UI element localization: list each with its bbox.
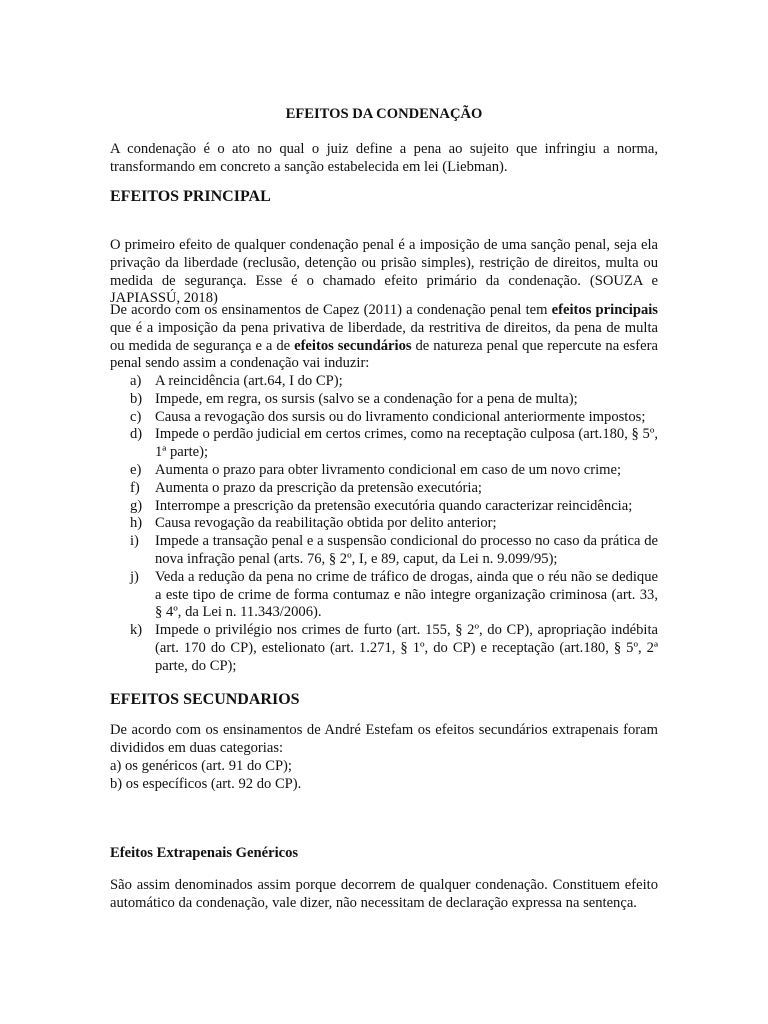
list-item-text: Aumenta o prazo para obter livramento condicional em caso de um novo crime; (155, 461, 622, 478)
list-marker: f) (130, 479, 140, 496)
list-marker: k) (130, 622, 143, 639)
capez-bold-principais: efeitos principais (551, 302, 658, 318)
categories-block (110, 758, 658, 794)
document-title: EFEITOS DA CONDENAÇÃO (285, 106, 483, 122)
list-marker: h) (130, 515, 143, 532)
list-marker: a) (130, 373, 142, 389)
list-item-text: Impede o perdão judicial em certos crimes, como na receptação culposa (art.180, § 5º, 1ª parte); (155, 426, 658, 461)
list-marker: b) (130, 390, 143, 407)
list-item (110, 498, 658, 516)
list-item-text: Impede a transação penal e a suspensão condicional do processo no caso da prática de nova infração penal (arts. 76, § 2º, I, e 89, caput, da Lei n. 9.099/95); (155, 533, 658, 567)
list-item-text: A reincidência (art.64, I do CP); (155, 373, 343, 389)
list-item (110, 462, 658, 480)
list-item (110, 569, 658, 622)
list-item-text: Impede, em regra, os sursis (salvo se a condenação for a pena de multa); (155, 390, 578, 407)
list-marker: d) (130, 426, 143, 443)
capez-bold-secundarios: efeitos secundários (294, 337, 412, 354)
list-item (110, 480, 658, 498)
paragraph-capez (110, 302, 658, 373)
category-specific: b) os específicos (art. 92 do CP). (110, 775, 302, 792)
list-marker: g) (130, 497, 143, 514)
list-item (110, 409, 658, 427)
list-item-text: Causa a revogação dos sursis ou do livramento condicional anteriormente impostos; (155, 408, 646, 425)
category-generic: a) os genéricos (art. 91 do CP); (110, 758, 292, 774)
list-item-text: Aumenta o prazo da prescrição da pretensão executória; (155, 479, 482, 496)
list-marker: j) (130, 568, 139, 585)
capez-text-2: que é a imposição da pena privativa de liberdade, da restritiva de direitos, da pena de multa ou medida de segurança e a de (110, 319, 658, 354)
list-marker: e) (130, 461, 142, 478)
list-item-text: Causa revogação da reabilitação obtida por delito anterior; (155, 515, 497, 532)
effects-list (110, 373, 658, 676)
list-marker: i) (130, 533, 139, 550)
paragraph-estefam: De acordo com os ensinamentos de André Estefam os efeitos secundários extrapenais foram divididos em duas categorias: (110, 722, 658, 756)
intro-paragraph: A condenação é o ato no qual o juiz define a pena ao sujeito que infringiu a norma, transformando em concreto a sanção estabelecida em lei (Liebman). (110, 141, 658, 175)
list-item-text: Interrompe a prescrição da pretensão executória quando caracterizar reincidência; (155, 497, 633, 514)
list-item (110, 515, 658, 533)
section-heading-principal: EFEITOS PRINCIPAL (110, 188, 271, 205)
list-marker: c) (130, 408, 142, 425)
list-item (110, 373, 658, 391)
capez-text-3: de natureza penal que repercute na esfera penal sendo assim a condenação vai induzir: (110, 337, 658, 372)
list-item (110, 391, 658, 409)
list-item (110, 622, 658, 675)
paragraph-primary-effect: O primeiro efeito de qualquer condenação penal é a imposição de uma sanção penal, seja ela privação da liberdade (reclusão, detenção ou prisão simples), restrição de direitos, multa ou medida de segurança. Esse é o chamado efeito primário da condenação. (SOUZA e JAPIASSÚ, 2018) (110, 237, 658, 307)
paragraph-generic-effects: São assim denominados assim porque decorrem de qualquer condenação. Constituem efeito automático da condenação, vale dizer, não necessitam de declaração expressa na sentença. (110, 877, 658, 911)
section-heading-secundarios: EFEITOS SECUNDARIOS (110, 691, 300, 708)
section-heading-generic: Efeitos Extrapenais Genéricos (110, 845, 299, 861)
list-item-text: Veda a redução da pena no crime de tráfico de drogas, ainda que o réu não se dedique a este tipo de crime de forma contumaz e não integre organização criminosa (art. 33, § 4º, da Lei n. 11.343/2006). (155, 568, 658, 621)
list-item-text: Impede o privilégio nos crimes de furto (art. 155, § 2º, do CP), apropriação indébita (art. 170 do CP), estelionato (art. 1.271, § 1º, do CP) e receptação (art.180, § 5º, 2ª parte, do CP); (155, 622, 658, 674)
capez-text-1: De acordo com os ensinamentos de Capez (2011) a condenação penal tem (110, 302, 552, 318)
list-item (110, 533, 658, 569)
list-item (110, 426, 658, 462)
